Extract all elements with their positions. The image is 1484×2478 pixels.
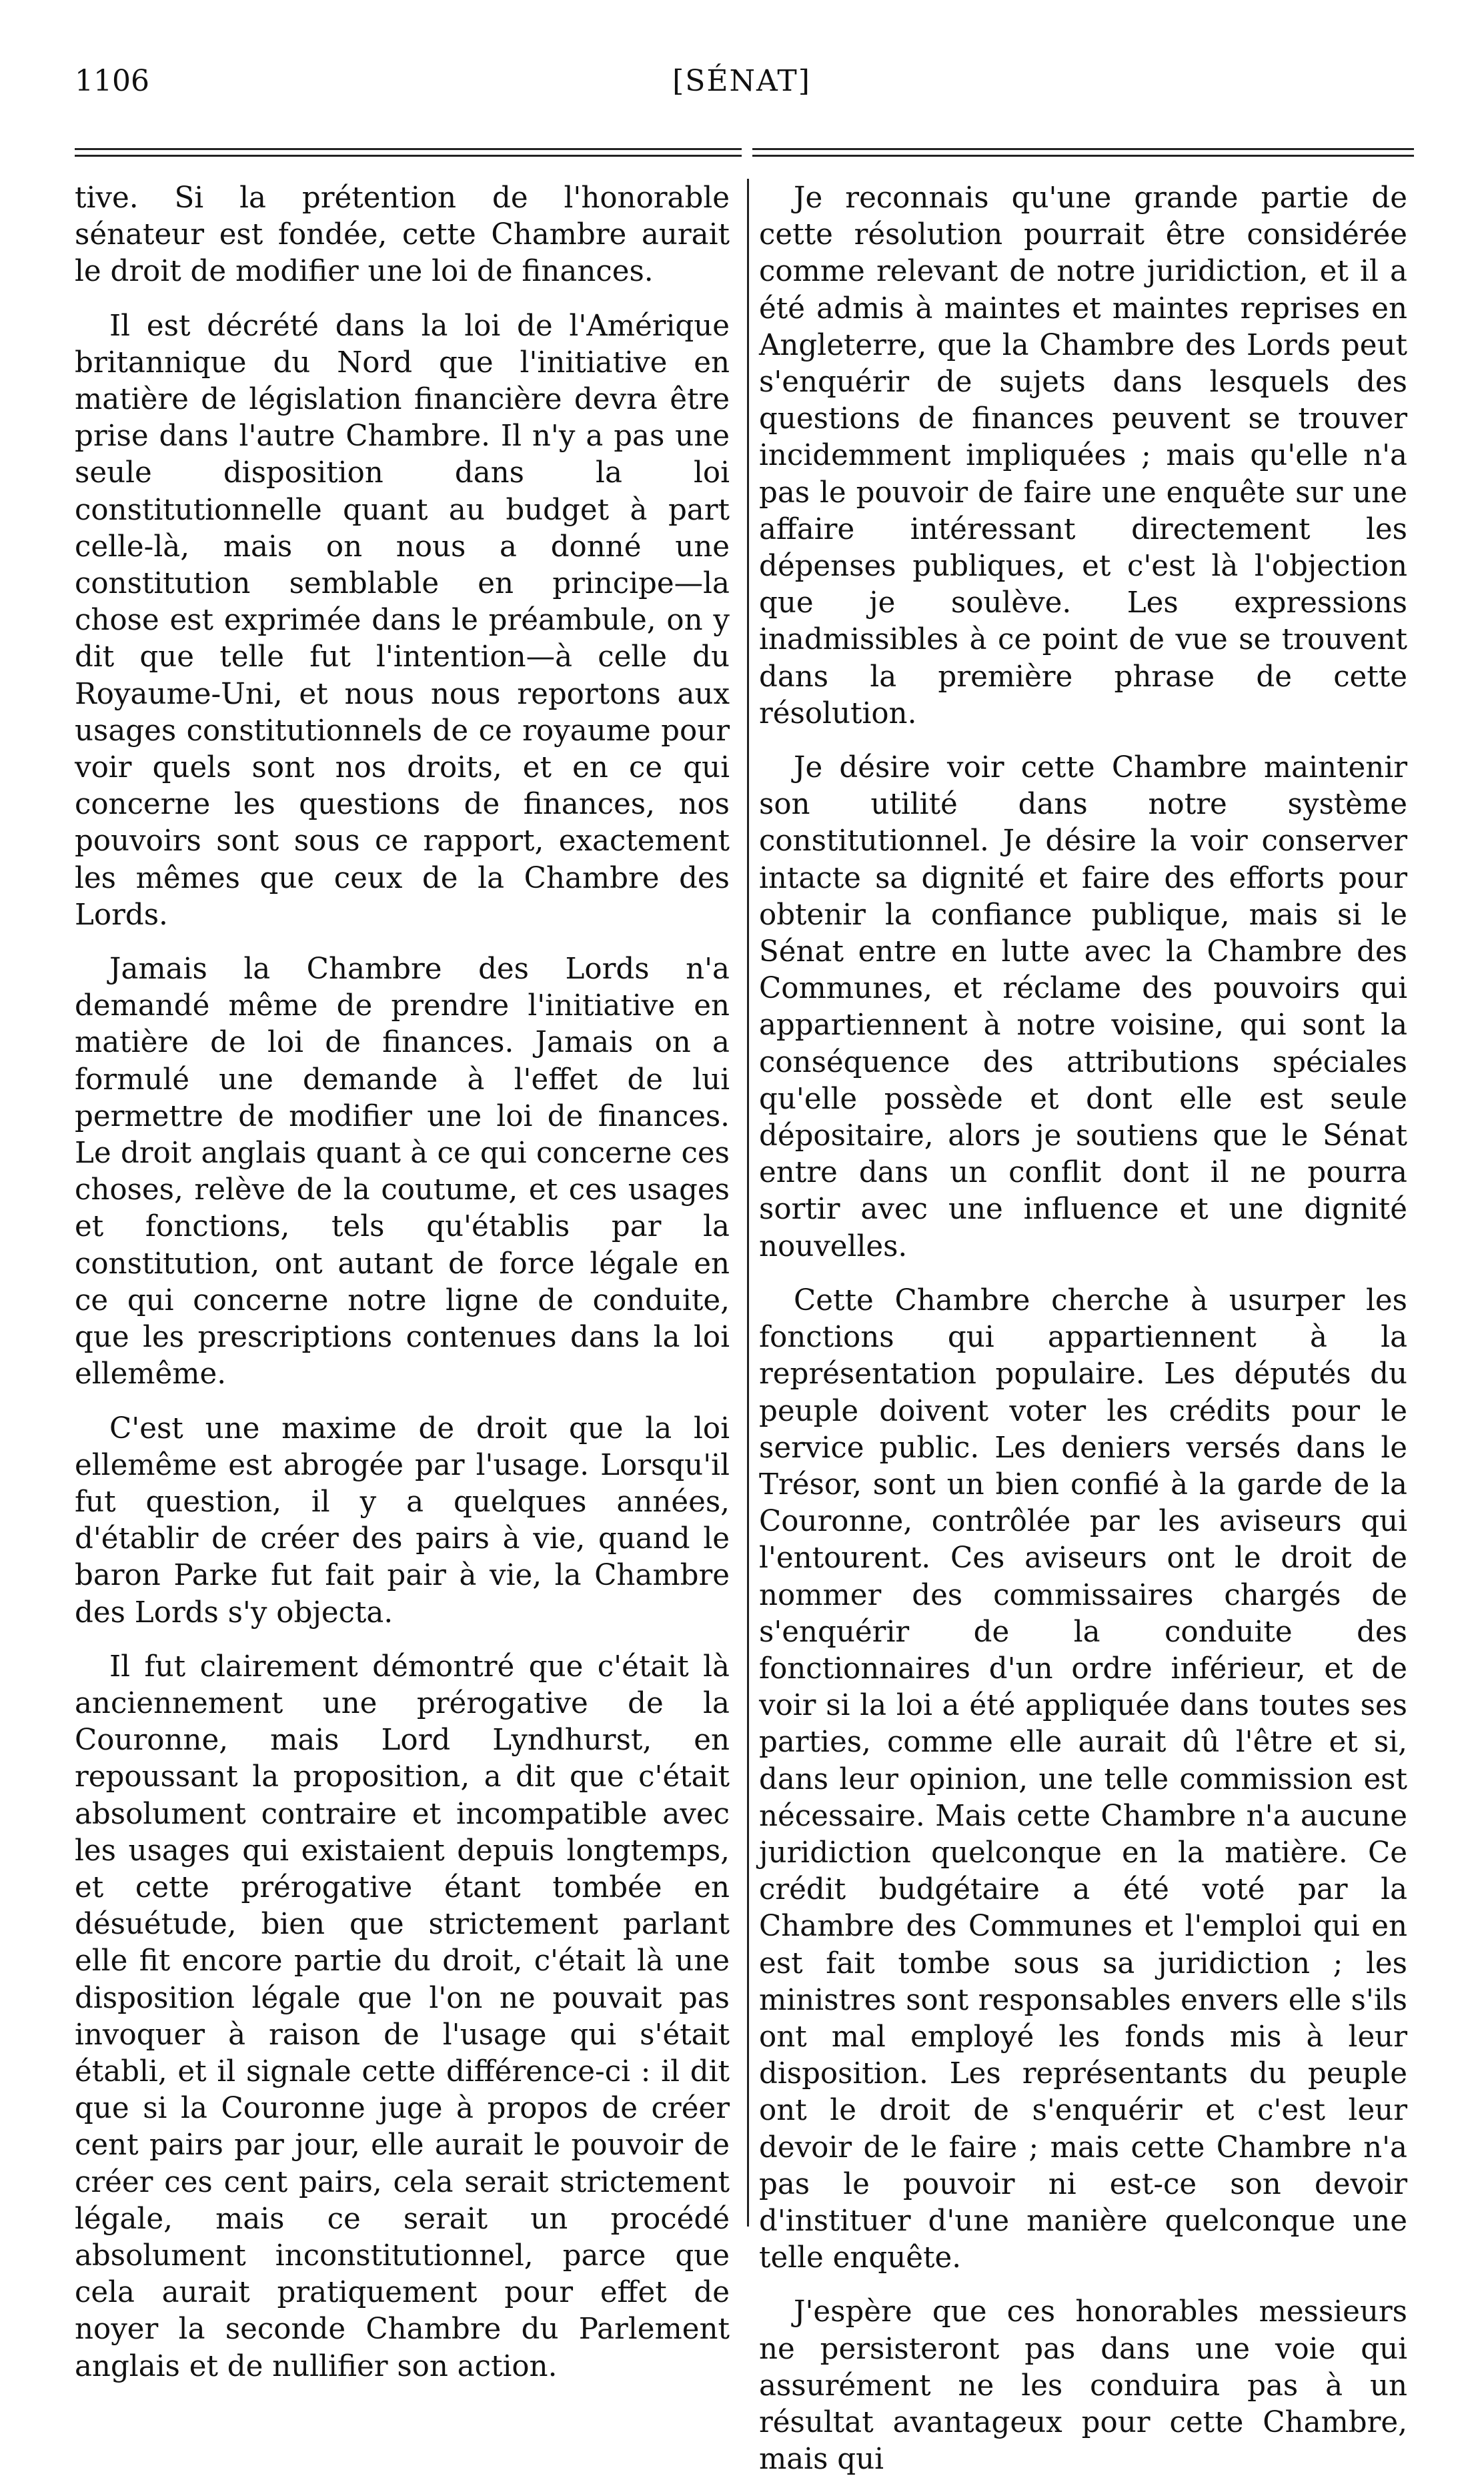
paragraph: Il fut clairement démontré que c'était là anciennement une prérogative de la Couronne, mais Lord Lyndhurst, en repoussant la proposition, a dit que c'était absolument contraire et incompatible avec les usages qui existaient depuis longtemps, et cette prérogative étant tombée en désuétude, bien que strictement parlant elle fit encore partie du droit, c'était là une disposition légale que l'on ne pouvait pas invoquer à raison de l'usage qui s'était établi, et il signale cette différence-ci : il dit que si la Couronne juge à propos de créer cent pairs par jour, elle aurait le pouvoir de créer ces cent pairs, cela serait strictement légale, mais ce serait un procédé absolument inconstitutionnel, parce que cela aurait pratiquement pour effet de noyer la seconde Chambre du Parlement anglais et de nullifier son action. xyxy=(75,1650,730,2383)
paragraph: Cette Chambre cherche à usurper les fonctions qui appartiennent à la représentation populaire. Les députés du peuple doivent voter les crédits pour le service public. Les deniers versés dans le Trésor, sont un bien confié à la garde de la Couronne, contrôlée par les aviseurs qui l'entourent. Ces aviseurs ont le droit de nommer des commissaires chargés de s'enquérir de la conduite des fonctionnaires d'un ordre inférieur, et de voir si la loi a été appliquée dans toutes ses parties, comme elle aurait dû l'être et si, dans leur opinion, une telle commission est nécessaire. Mais cette Chambre n'a aucune juridiction quelconque en la matière. Ce crédit budgétaire a été voté par la Chambre des Communes et l'emploi qui en est fait tombe sous sa juridiction ; les ministres sont responsables envers elle s'ils ont mal employé les fonds mis à leur disposition. Les représentants du peuple ont le droit de s'enquérir et c'est leur devoir de le faire ; mais cette Chambre n'a pas le pouvoir ni est-ce son devoir d'instituer d'une manière quelconque une telle enquête. xyxy=(759,1283,1407,2275)
header-rule-left xyxy=(75,148,742,157)
column-divider xyxy=(747,179,749,2227)
right-column xyxy=(759,180,1407,2477)
paragraph: Jamais la Chambre des Lords n'a demandé même de prendre l'initiative en matière de loi de finances. Jamais on a formulé une demande à l'effet de lui permettre de modifier une loi de finances. Le droit anglais quant à ce qui concerne ces choses, relève de la coutume, et ces usages et fonctions, tels qu'établis par la constitution, ont autant de force légale en ce qui concerne notre ligne de conduite, que les prescriptions contenues dans la loi ellemême. xyxy=(75,953,730,1391)
left-column xyxy=(75,180,730,2383)
paragraph: Je désire voir cette Chambre maintenir son utilité dans notre système constitutionnel. Je désire la voir conserver intacte sa dignité et faire des efforts pour obtenir la confiance publique, mais si le Sénat entre en lutte avec la Chambre des Communes, et réclame des pouvoirs qui appartiennent à notre voisine, qui sont la conséquence des attributions spéciales qu'elle possède et dont elle est seule dépositaire, alors je soutiens que le Sénat entre dans un conflit dont il ne pourra sortir avec une influence et une dignité nouvelles. xyxy=(759,751,1407,1263)
paragraph: C'est une maxime de droit que la loi ellemême est abrogée par l'usage. Lorsqu'il fut question, il y a quelques années, d'établir de créer des pairs à vie, quand le baron Parke fut fait pair à vie, la Chambre des Lords s'y objecta. xyxy=(75,1411,730,1630)
paragraph: tive. Si la prétention de l'honorable sénateur est fondée, cette Chambre aurait le droit de modifier une loi de finances. xyxy=(75,181,730,289)
running-head: [SÉNAT] xyxy=(672,64,811,98)
paragraph: J'espère que ces honorables messieurs ne persisteront pas dans une voie qui assurément ne les conduira pas à un résultat avantageux pour cette Chambre, mais qui xyxy=(759,2295,1407,2477)
page-number: 1106 xyxy=(75,64,149,98)
page-header xyxy=(75,64,1409,111)
paragraph: Je reconnais qu'une grande partie de cette résolution pourrait être considérée comme relevant de notre juridiction, et il a été admis à maintes et maintes reprises en Angleterre, que la Chambre des Lords peut s'enquérir de sujets dans lesquels des questions de finances peuvent se trouver incidemment impliquées ; mais qu'elle n'a pas le pouvoir de faire une enquête sur une affaire intéressant directement les dépenses publiques, et c'est là l'objection que je soulève. Les expressions inadmissibles à ce point de vue se trouvent dans la première phrase de cette résolution. xyxy=(759,181,1407,730)
paragraph: Il est décrété dans la loi de l'Amérique britannique du Nord que l'initiative en matière de législation financière devra être prise dans l'autre Chambre. Il n'y a pas une seule disposition dans la loi constitutionnelle quant au budget à part celle-là, mais on nous a donné une constitution semblable en principe—la chose est exprimée dans le préambule, on y dit que telle fut l'intention—à celle du Royaume-Uni, et nous nous reportons aux usages constitutionnels de ce royaume pour voir quels sont nos droits, et en ce qui concerne les questions de finances, nos pouvoirs sont sous ce rapport, exactement les mêmes que ceux de la Chambre des Lords. xyxy=(75,309,730,932)
header-rule-right xyxy=(752,148,1414,157)
